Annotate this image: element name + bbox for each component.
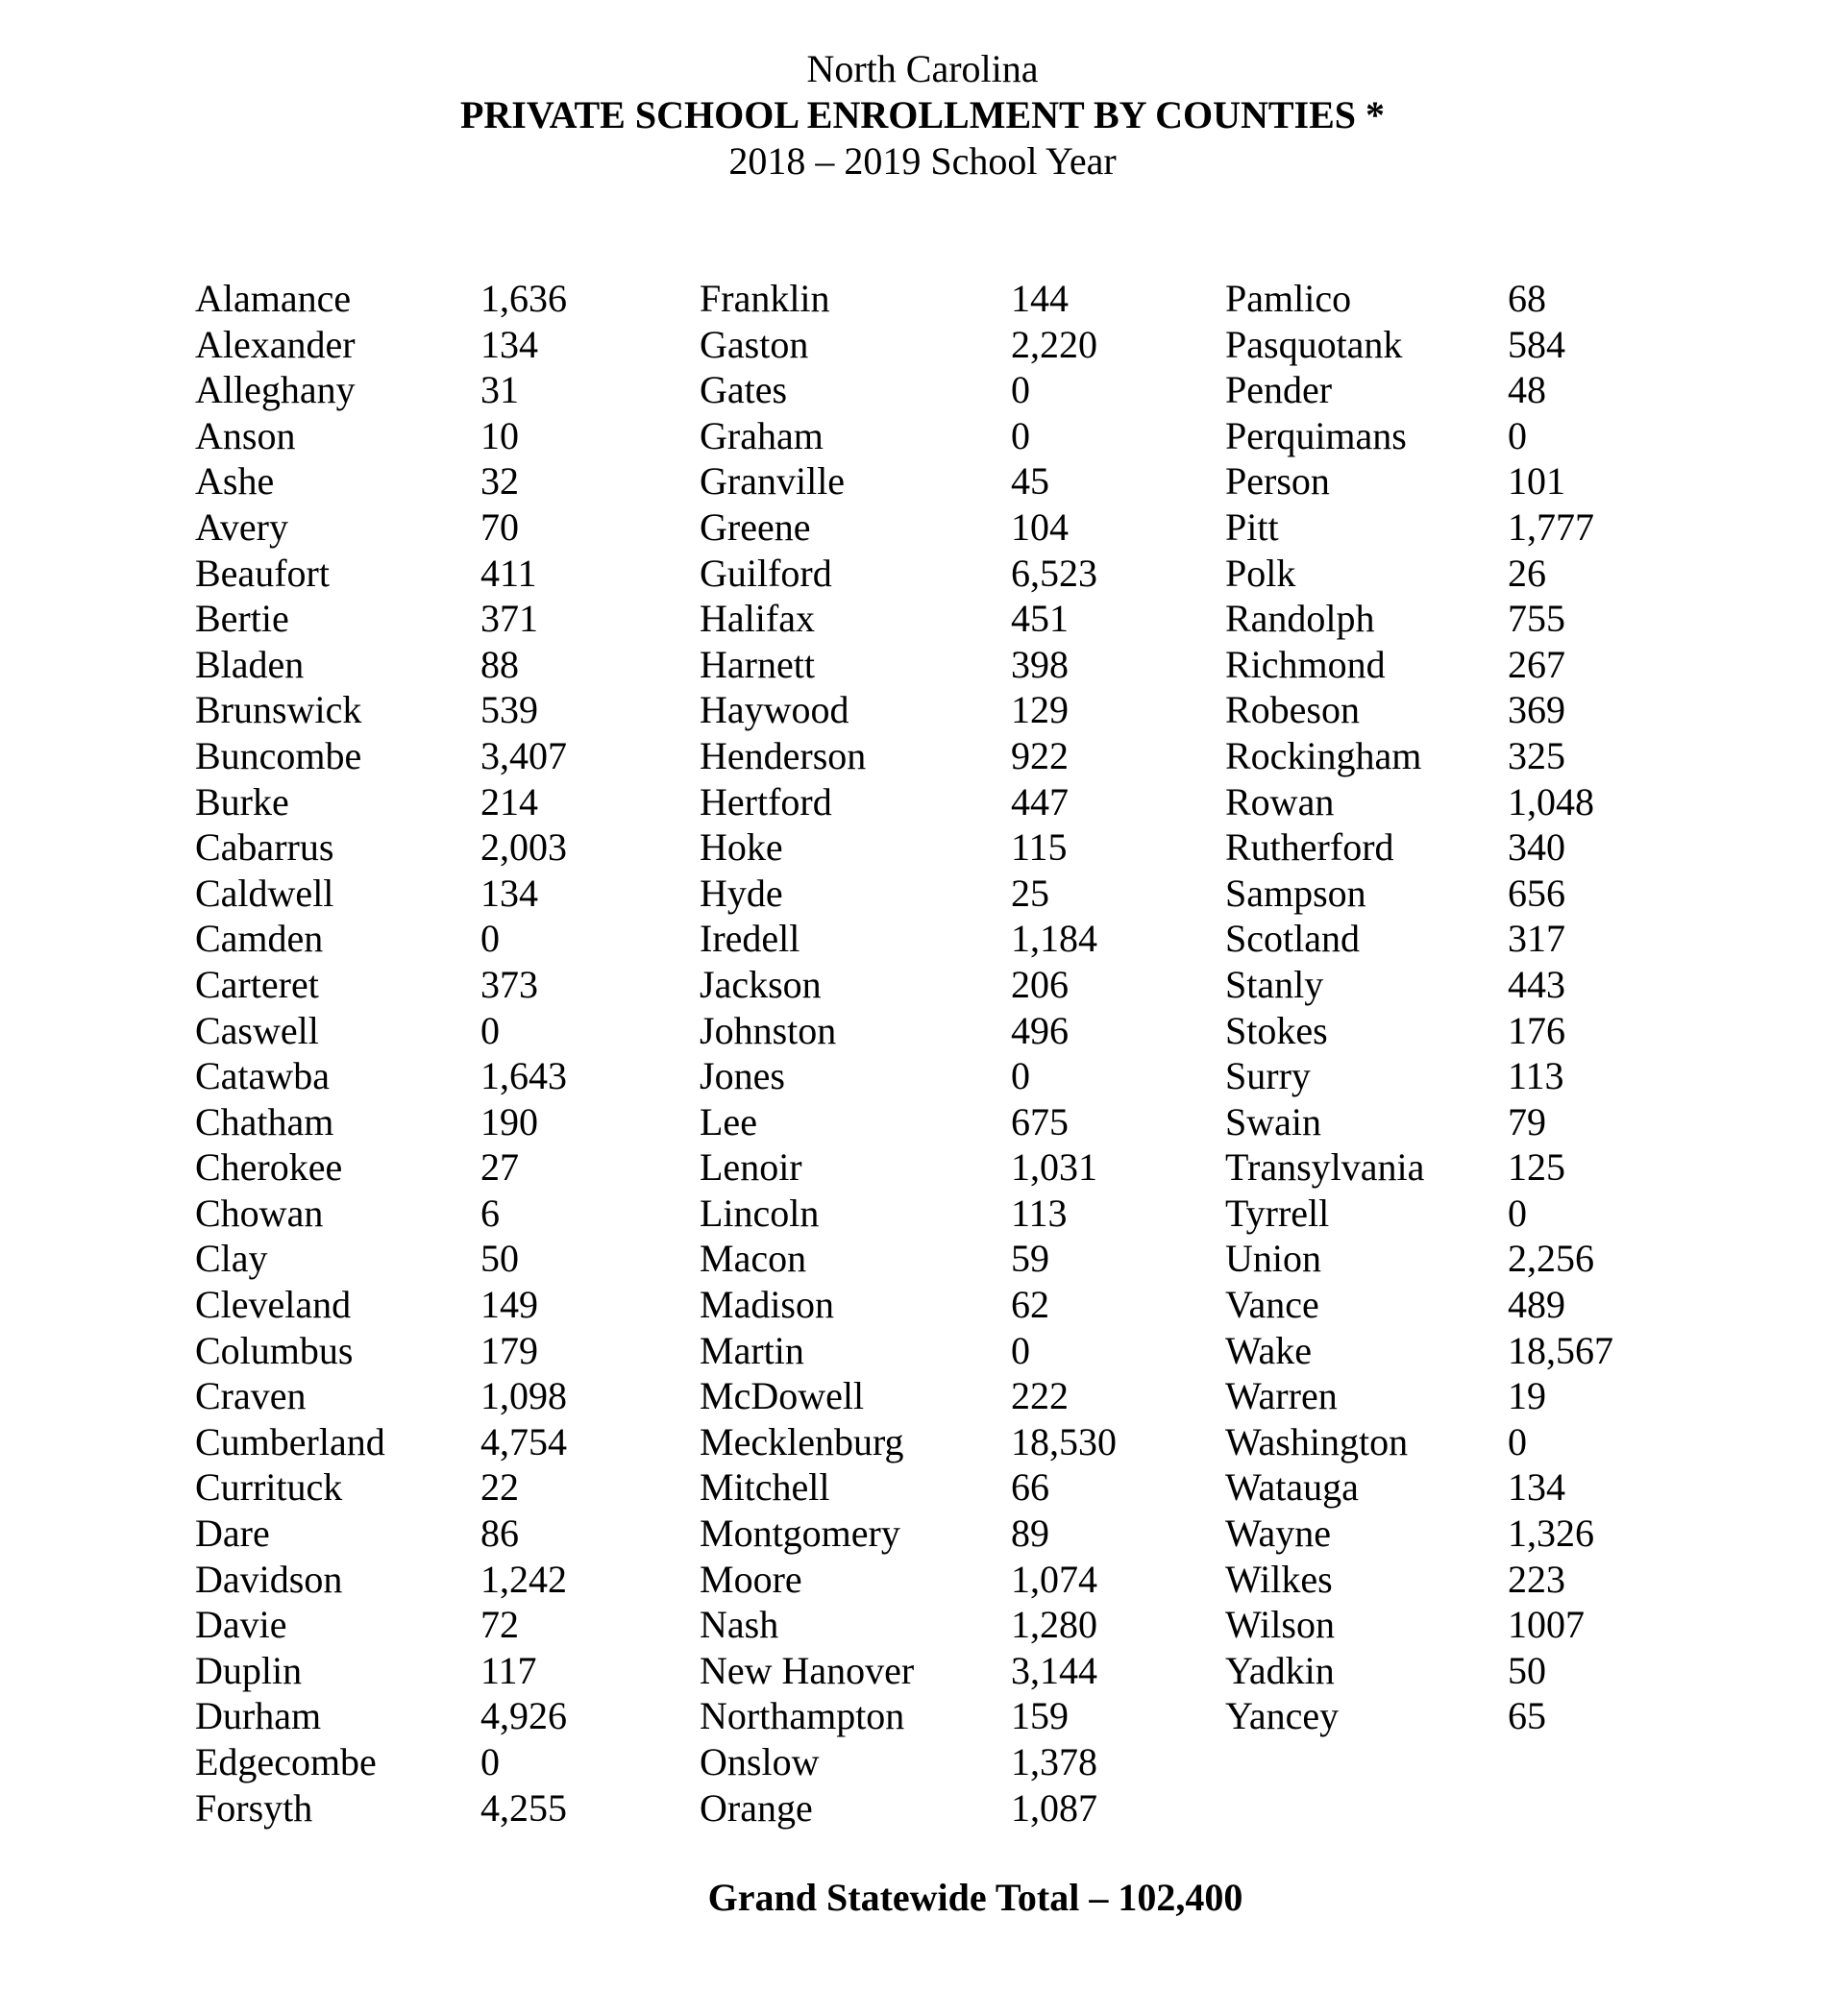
enrollment-count: 159 <box>1011 1694 1069 1738</box>
county-name: Pitt <box>1225 504 1279 549</box>
county-name: Martin <box>700 1328 804 1372</box>
county-name: Perquimans <box>1225 413 1407 457</box>
enrollment-count: 66 <box>1011 1465 1049 1510</box>
enrollment-count: 1,074 <box>1011 1557 1097 1601</box>
enrollment-count: 50 <box>1508 1648 1546 1692</box>
county-name: Iredell <box>700 917 800 961</box>
county-name: Johnston <box>700 1008 837 1052</box>
enrollment-count: 1,184 <box>1011 917 1097 961</box>
county-name: McDowell <box>700 1374 865 1418</box>
enrollment-count: 79 <box>1508 1099 1546 1143</box>
county-name: Gates <box>700 368 788 412</box>
enrollment-count: 398 <box>1011 642 1069 686</box>
enrollment-count: 179 <box>480 1328 538 1372</box>
county-name: Chowan <box>195 1191 324 1235</box>
enrollment-count: 223 <box>1508 1557 1565 1601</box>
county-name: Chatham <box>195 1099 334 1143</box>
county-name: Macon <box>700 1237 807 1281</box>
county-name: Greene <box>700 504 811 549</box>
county-name: Anson <box>195 413 296 457</box>
county-name: Randolph <box>1225 597 1375 641</box>
enrollment-count: 50 <box>480 1237 519 1281</box>
enrollment-count: 0 <box>480 1008 500 1052</box>
county-name: Robeson <box>1225 688 1360 732</box>
county-name: Sampson <box>1225 871 1366 915</box>
county-name: Forsyth <box>195 1785 313 1830</box>
county-name: Currituck <box>195 1465 343 1510</box>
enrollment-count: 113 <box>1011 1191 1068 1235</box>
county-name: Lincoln <box>700 1191 820 1235</box>
enrollment-count: 68 <box>1508 277 1546 320</box>
county-name: Brunswick <box>195 688 362 732</box>
enrollment-count: 267 <box>1508 642 1565 686</box>
enrollment-count: 0 <box>1508 413 1527 457</box>
enrollment-count: 48 <box>1508 368 1546 412</box>
enrollment-count: 0 <box>1011 1054 1030 1098</box>
enrollment-count: 451 <box>1011 597 1069 641</box>
enrollment-count: 0 <box>1508 1191 1527 1235</box>
enrollment-count: 0 <box>1011 368 1030 412</box>
enrollment-count: 62 <box>1011 1283 1049 1327</box>
enrollment-count: 27 <box>480 1145 519 1190</box>
state-name: North Carolina <box>806 47 1039 90</box>
county-name: Caldwell <box>195 871 334 915</box>
school-year: 2018 – 2019 School Year <box>728 139 1117 183</box>
enrollment-count: 149 <box>480 1283 538 1327</box>
enrollment-count: 4,754 <box>480 1419 567 1463</box>
enrollment-count: 325 <box>1508 733 1565 777</box>
enrollment-count: 31 <box>480 368 519 412</box>
county-name: Wake <box>1225 1328 1313 1372</box>
enrollment-count: 1,087 <box>1011 1785 1097 1830</box>
enrollment-count: 65 <box>1508 1694 1546 1738</box>
county-name: Warren <box>1225 1374 1338 1418</box>
county-name: Alamance <box>195 277 352 320</box>
enrollment-count: 18,530 <box>1011 1419 1117 1463</box>
county-name: Hyde <box>700 871 783 915</box>
county-name: Beaufort <box>195 551 330 595</box>
county-name: New Hanover <box>700 1648 915 1692</box>
county-name: Hertford <box>700 779 832 824</box>
county-name: Richmond <box>1225 642 1386 686</box>
county-name: Polk <box>1225 551 1296 595</box>
county-name: Gaston <box>700 322 809 366</box>
enrollment-count: 1,242 <box>480 1557 567 1601</box>
county-name: Franklin <box>700 277 830 320</box>
enrollment-count: 371 <box>480 597 538 641</box>
county-name: Lee <box>700 1099 757 1143</box>
enrollment-count: 176 <box>1508 1008 1565 1052</box>
enrollment-count: 6 <box>480 1191 500 1235</box>
grand-total: Grand Statewide Total – 102,400 <box>707 1876 1243 1919</box>
enrollment-count: 115 <box>1011 825 1068 870</box>
county-name: Watauga <box>1225 1465 1359 1510</box>
enrollment-count: 0 <box>1011 1328 1030 1372</box>
enrollment-count: 222 <box>1011 1374 1069 1418</box>
county-name: Pasquotank <box>1225 322 1403 366</box>
county-name: Rutherford <box>1225 825 1394 870</box>
enrollment-count: 25 <box>1011 871 1049 915</box>
county-name: Hoke <box>700 825 783 870</box>
county-name: Cabarrus <box>195 825 334 870</box>
county-name: Yancey <box>1225 1694 1340 1738</box>
county-name: Mitchell <box>700 1465 830 1510</box>
enrollment-count: 59 <box>1011 1237 1049 1281</box>
county-name: Jackson <box>700 962 822 1006</box>
county-name: Harnett <box>700 642 815 686</box>
enrollment-count: 6,523 <box>1011 551 1097 595</box>
county-name: Swain <box>1225 1099 1321 1143</box>
county-name: Haywood <box>700 688 849 732</box>
county-name: Stanly <box>1225 962 1324 1006</box>
enrollment-count: 496 <box>1011 1008 1069 1052</box>
county-name: Wilson <box>1225 1603 1335 1647</box>
enrollment-count: 86 <box>480 1512 519 1556</box>
county-name: Buncombe <box>195 733 362 777</box>
enrollment-count: 89 <box>1011 1512 1049 1556</box>
county-name: Bertie <box>195 597 289 641</box>
enrollment-count: 22 <box>480 1465 519 1510</box>
document-title: PRIVATE SCHOOL ENROLLMENT BY COUNTIES * <box>459 93 1386 136</box>
enrollment-count: 411 <box>480 551 537 595</box>
enrollment-count: 101 <box>1508 459 1565 504</box>
county-name: Surry <box>1225 1054 1311 1098</box>
county-name: Onslow <box>700 1740 820 1783</box>
enrollment-count: 0 <box>480 1740 500 1783</box>
county-name: Craven <box>195 1374 307 1418</box>
county-name: Pender <box>1225 368 1333 412</box>
enrollment-count: 4,255 <box>480 1785 567 1830</box>
enrollment-count: 2,220 <box>1011 322 1097 366</box>
enrollment-count: 1,643 <box>480 1054 567 1098</box>
county-name: Nash <box>700 1603 779 1647</box>
enrollment-count: 125 <box>1508 1145 1565 1190</box>
county-name: Mecklenburg <box>700 1419 904 1463</box>
enrollment-count: 134 <box>480 871 538 915</box>
county-name: Cumberland <box>195 1419 385 1463</box>
county-name: Union <box>1225 1237 1321 1281</box>
enrollment-count: 0 <box>480 917 500 961</box>
enrollment-count: 0 <box>1011 413 1030 457</box>
enrollment-count: 18,567 <box>1508 1328 1613 1372</box>
county-name: Durham <box>195 1694 322 1738</box>
county-name: Scotland <box>1225 917 1360 961</box>
enrollment-count: 1,098 <box>480 1374 567 1418</box>
enrollment-count: 3,407 <box>480 733 567 777</box>
enrollment-count: 584 <box>1508 322 1565 366</box>
enrollment-count: 1,048 <box>1508 779 1594 824</box>
county-name: Carteret <box>195 962 319 1006</box>
enrollment-count: 489 <box>1508 1283 1565 1327</box>
county-name: Guilford <box>700 551 832 595</box>
county-name: Granville <box>700 459 846 504</box>
county-name: Edgecombe <box>195 1740 377 1783</box>
enrollment-count: 447 <box>1011 779 1069 824</box>
enrollment-count: 1,378 <box>1011 1740 1097 1783</box>
enrollment-count: 675 <box>1011 1099 1069 1143</box>
enrollment-count: 3,144 <box>1011 1648 1097 1692</box>
enrollment-count: 32 <box>480 459 519 504</box>
enrollment-count: 539 <box>480 688 538 732</box>
county-name: Clay <box>195 1237 268 1281</box>
county-name: Duplin <box>195 1648 303 1692</box>
county-name: Ashe <box>195 459 275 504</box>
county-name: Yadkin <box>1225 1648 1335 1692</box>
enrollment-count: 144 <box>1011 277 1069 320</box>
county-name: Wilkes <box>1225 1557 1333 1601</box>
county-name: Halifax <box>700 597 815 641</box>
enrollment-count: 10 <box>480 413 519 457</box>
enrollment-count: 206 <box>1011 962 1069 1006</box>
enrollment-count: 369 <box>1508 688 1565 732</box>
enrollment-count: 1,636 <box>480 277 567 320</box>
enrollment-count: 70 <box>480 504 519 549</box>
enrollment-count: 373 <box>480 962 538 1006</box>
enrollment-count: 113 <box>1508 1054 1564 1098</box>
county-name: Burke <box>195 779 289 824</box>
county-name: Camden <box>195 917 324 961</box>
enrollment-count: 1,031 <box>1011 1145 1097 1190</box>
county-name: Northampton <box>700 1694 905 1738</box>
enrollment-count: 2,003 <box>480 825 567 870</box>
county-name: Henderson <box>700 733 867 777</box>
enrollment-count: 1,326 <box>1508 1512 1594 1556</box>
county-name: Graham <box>700 413 824 457</box>
county-name: Tyrrell <box>1225 1191 1330 1235</box>
enrollment-count: 340 <box>1508 825 1565 870</box>
county-name: Lenoir <box>700 1145 802 1190</box>
county-name: Davidson <box>195 1557 343 1601</box>
county-name: Davie <box>195 1603 287 1647</box>
enrollment-count: 2,256 <box>1508 1237 1594 1281</box>
enrollment-count: 1,777 <box>1508 504 1594 549</box>
county-name: Moore <box>700 1557 802 1601</box>
enrollment-count: 1007 <box>1508 1603 1585 1647</box>
county-name: Columbus <box>195 1328 354 1372</box>
county-name: Cleveland <box>195 1283 352 1327</box>
county-name: Jones <box>700 1054 785 1098</box>
county-name: Alleghany <box>195 368 356 412</box>
enrollment-count: 443 <box>1508 962 1565 1006</box>
county-name: Rockingham <box>1225 733 1422 777</box>
county-name: Vance <box>1225 1283 1319 1327</box>
county-name: Avery <box>195 504 288 549</box>
enrollment-count: 4,926 <box>480 1694 567 1738</box>
enrollment-count: 0 <box>1508 1419 1527 1463</box>
county-name: Bladen <box>195 642 305 686</box>
enrollment-count: 755 <box>1508 597 1565 641</box>
enrollment-count: 19 <box>1508 1374 1546 1418</box>
enrollment-count: 117 <box>480 1648 537 1692</box>
enrollment-count: 104 <box>1011 504 1069 549</box>
enrollment-count: 26 <box>1508 551 1546 595</box>
enrollment-count: 190 <box>480 1099 538 1143</box>
county-name: Cherokee <box>195 1145 343 1190</box>
county-name: Wayne <box>1225 1512 1332 1556</box>
county-name: Pamlico <box>1225 277 1352 320</box>
county-name: Person <box>1225 459 1330 504</box>
enrollment-count: 134 <box>1508 1465 1565 1510</box>
county-name: Washington <box>1225 1419 1409 1463</box>
enrollment-count: 129 <box>1011 688 1069 732</box>
county-name: Orange <box>700 1785 813 1830</box>
enrollment-count: 45 <box>1011 459 1049 504</box>
enrollment-count: 134 <box>480 322 538 366</box>
county-name: Rowan <box>1225 779 1335 824</box>
enrollment-count: 1,280 <box>1011 1603 1097 1647</box>
county-name: Transylvania <box>1225 1145 1425 1190</box>
county-name: Montgomery <box>700 1512 900 1556</box>
county-name: Stokes <box>1225 1008 1328 1052</box>
enrollment-count: 214 <box>480 779 538 824</box>
county-name: Madison <box>700 1283 834 1327</box>
county-name: Dare <box>195 1512 270 1556</box>
county-name: Alexander <box>195 322 356 366</box>
enrollment-count: 317 <box>1508 917 1565 961</box>
enrollment-count: 922 <box>1011 733 1069 777</box>
county-name: Catawba <box>195 1054 330 1098</box>
county-name: Caswell <box>195 1008 319 1052</box>
enrollment-count: 656 <box>1508 871 1565 915</box>
enrollment-count: 72 <box>480 1603 519 1647</box>
enrollment-count: 88 <box>480 642 519 686</box>
